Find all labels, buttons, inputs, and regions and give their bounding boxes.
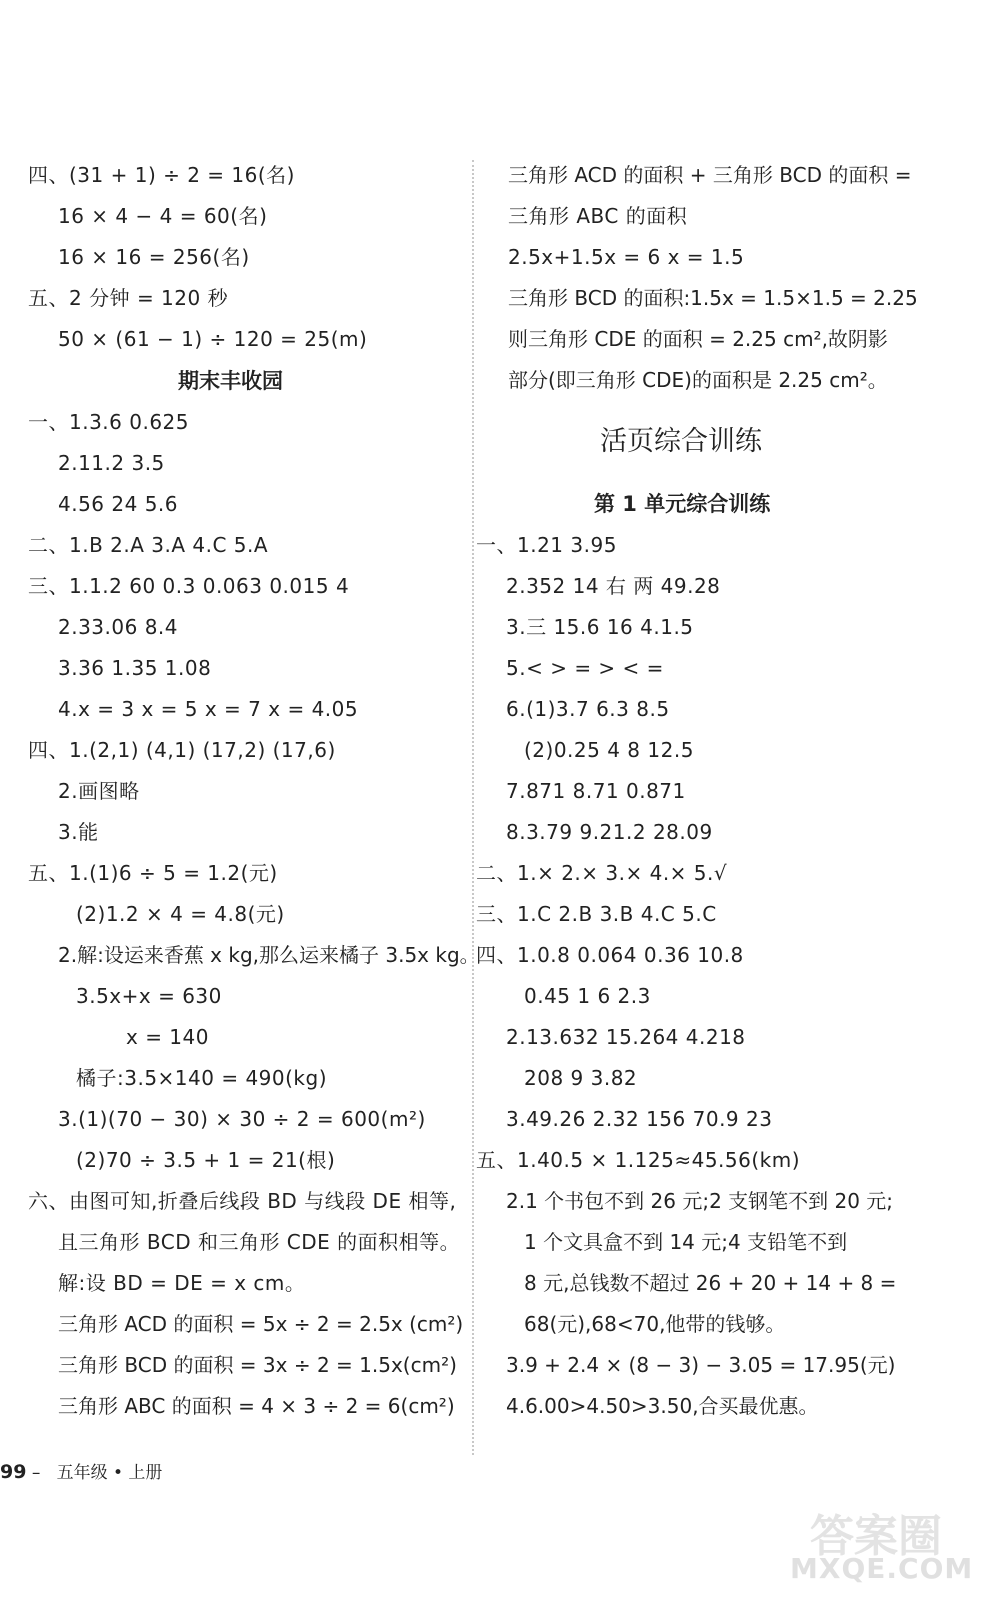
answer-line: 橘子:3.5×140 = 490(kg) xyxy=(76,1066,328,1090)
answer-line: 六、由图可知,折叠后线段 BD 与线段 DE 相等, xyxy=(28,1189,457,1213)
answer-line: 16 × 16 = 256(名) xyxy=(58,245,250,269)
answer-line: 2.33.06 8.4 xyxy=(58,615,179,639)
answer-line: 二、1.× 2.× 3.× 4.× 5.√ xyxy=(476,861,728,885)
book-label: 五年级 • 上册 xyxy=(56,1463,163,1483)
answer-line: 三角形 BCD 的面积 = 3x ÷ 2 = 1.5x(cm²) xyxy=(58,1353,457,1377)
answer-line: 2.解:设运来香蕉 x kg,那么运来橘子 3.5x kg。 xyxy=(58,943,480,967)
answer-line: 50 × (61 − 1) ÷ 120 = 25(m) xyxy=(58,327,368,351)
section-title: 第 1 单元综合训练 xyxy=(594,492,771,516)
page-footer xyxy=(0,1460,162,1485)
answer-line: 16 × 4 − 4 = 60(名) xyxy=(58,204,268,228)
answer-line: 1 个文具盒不到 14 元;4 支铅笔不到 xyxy=(524,1230,848,1254)
answer-line: 2.1 个书包不到 26 元;2 支钢笔不到 20 元; xyxy=(506,1189,894,1213)
answer-line: 二、1.B 2.A 3.A 4.C 5.A xyxy=(28,533,269,557)
answer-line: 三角形 ABC 的面积 xyxy=(508,204,688,228)
answer-line: 2.13.632 15.264 4.218 xyxy=(506,1025,746,1049)
answer-line: 7.871 8.71 0.871 xyxy=(506,779,686,803)
answer-line: 且三角形 BCD 和三角形 CDE 的面积相等。 xyxy=(58,1230,461,1254)
watermark-logo-text: 答案圈 xyxy=(810,1511,942,1562)
answer-line: 4.6.00>4.50>3.50,合买最优惠。 xyxy=(506,1394,819,1418)
answer-line: 208 9 3.82 xyxy=(524,1066,638,1090)
answer-line: (2)0.25 4 8 12.5 xyxy=(524,738,694,762)
answer-line: 部分(即三角形 CDE)的面积是 2.25 cm²。 xyxy=(508,368,888,392)
answer-line: (2)70 ÷ 3.5 + 1 = 21(根) xyxy=(76,1148,336,1172)
answer-line: 3.三 15.6 16 4.1.5 xyxy=(506,615,694,639)
answer-line: 四、(31 + 1) ÷ 2 = 16(名) xyxy=(28,163,295,187)
answer-line: 4.x = 3 x = 5 x = 7 x = 4.05 xyxy=(58,697,359,721)
answer-line: 三、1.1.2 60 0.3 0.063 0.015 4 xyxy=(28,574,350,598)
answer-line: 3.5x+x = 630 xyxy=(76,984,222,1008)
answer-line: 68(元),68<70,他带的钱够。 xyxy=(524,1312,786,1336)
answer-line: 解:设 BD = DE = x cm。 xyxy=(58,1271,306,1295)
section-title: 期末丰收园 xyxy=(178,369,283,393)
answer-line: 四、1.0.8 0.064 0.36 10.8 xyxy=(476,943,744,967)
answer-line: 一、1.21 3.95 xyxy=(476,533,617,557)
answer-line: 三角形 ACD 的面积 = 5x ÷ 2 = 2.5x (cm²) xyxy=(58,1312,464,1336)
answer-line: 五、2 分钟 = 120 秒 xyxy=(28,286,229,310)
column-divider xyxy=(472,160,474,1455)
answer-line: 2.5x+1.5x = 6 x = 1.5 xyxy=(508,245,745,269)
answer-line: 三、1.C 2.B 3.B 4.C 5.C xyxy=(476,902,717,926)
answer-line: 四、1.(2,1) (4,1) (17,2) (17,6) xyxy=(28,738,336,762)
answer-line: 4.56 24 5.6 xyxy=(58,492,179,516)
answer-line: 三角形 BCD 的面积:1.5x = 1.5×1.5 = 2.25 xyxy=(508,286,918,310)
answer-line: 3.9 + 2.4 × (8 − 3) − 3.05 = 17.95(元) xyxy=(506,1353,896,1377)
answer-line: 五、1.40.5 × 1.125≈45.56(km) xyxy=(476,1148,801,1172)
answer-line: 3.36 1.35 1.08 xyxy=(58,656,212,680)
answer-line: 则三角形 CDE 的面积 = 2.25 cm²,故阴影 xyxy=(508,327,888,351)
answer-line: 3.能 xyxy=(58,820,99,844)
page-number: 99 xyxy=(0,1461,27,1483)
answer-line: 3.(1)(70 − 30) × 30 ÷ 2 = 600(m²) xyxy=(58,1107,426,1131)
answer-line: (2)1.2 × 4 = 4.8(元) xyxy=(76,902,285,926)
answer-line: 3.49.26 2.32 156 70.9 23 xyxy=(506,1107,773,1131)
answer-line: 0.45 1 6 2.3 xyxy=(524,984,651,1008)
watermark xyxy=(790,1500,990,1590)
watermark-url: MXQE.COM xyxy=(790,1552,974,1585)
answer-line: 6.(1)3.7 6.3 8.5 xyxy=(506,697,670,721)
answer-line: 三角形 ABC 的面积 = 4 × 3 ÷ 2 = 6(cm²) xyxy=(58,1394,455,1418)
answer-line: 2.画图略 xyxy=(58,779,140,803)
answer-line: 五、1.(1)6 ÷ 5 = 1.2(元) xyxy=(28,861,278,885)
answer-line: 一、1.3.6 0.625 xyxy=(28,410,190,434)
answer-line: 2.11.2 3.5 xyxy=(58,451,165,475)
answer-line: 8 元,总钱数不超过 26 + 20 + 14 + 8 = xyxy=(524,1271,897,1295)
answer-line: x = 140 xyxy=(126,1025,209,1049)
chapter-title: 活页综合训练 xyxy=(600,426,762,457)
footer-separator: – xyxy=(31,1463,41,1483)
answer-line: 5.< > = > < = xyxy=(506,656,664,680)
answer-line: 三角形 ACD 的面积 + 三角形 BCD 的面积 = xyxy=(508,163,912,187)
answer-line: 8.3.79 9.21.2 28.09 xyxy=(506,820,713,844)
answer-line: 2.352 14 右 两 49.28 xyxy=(506,574,721,598)
